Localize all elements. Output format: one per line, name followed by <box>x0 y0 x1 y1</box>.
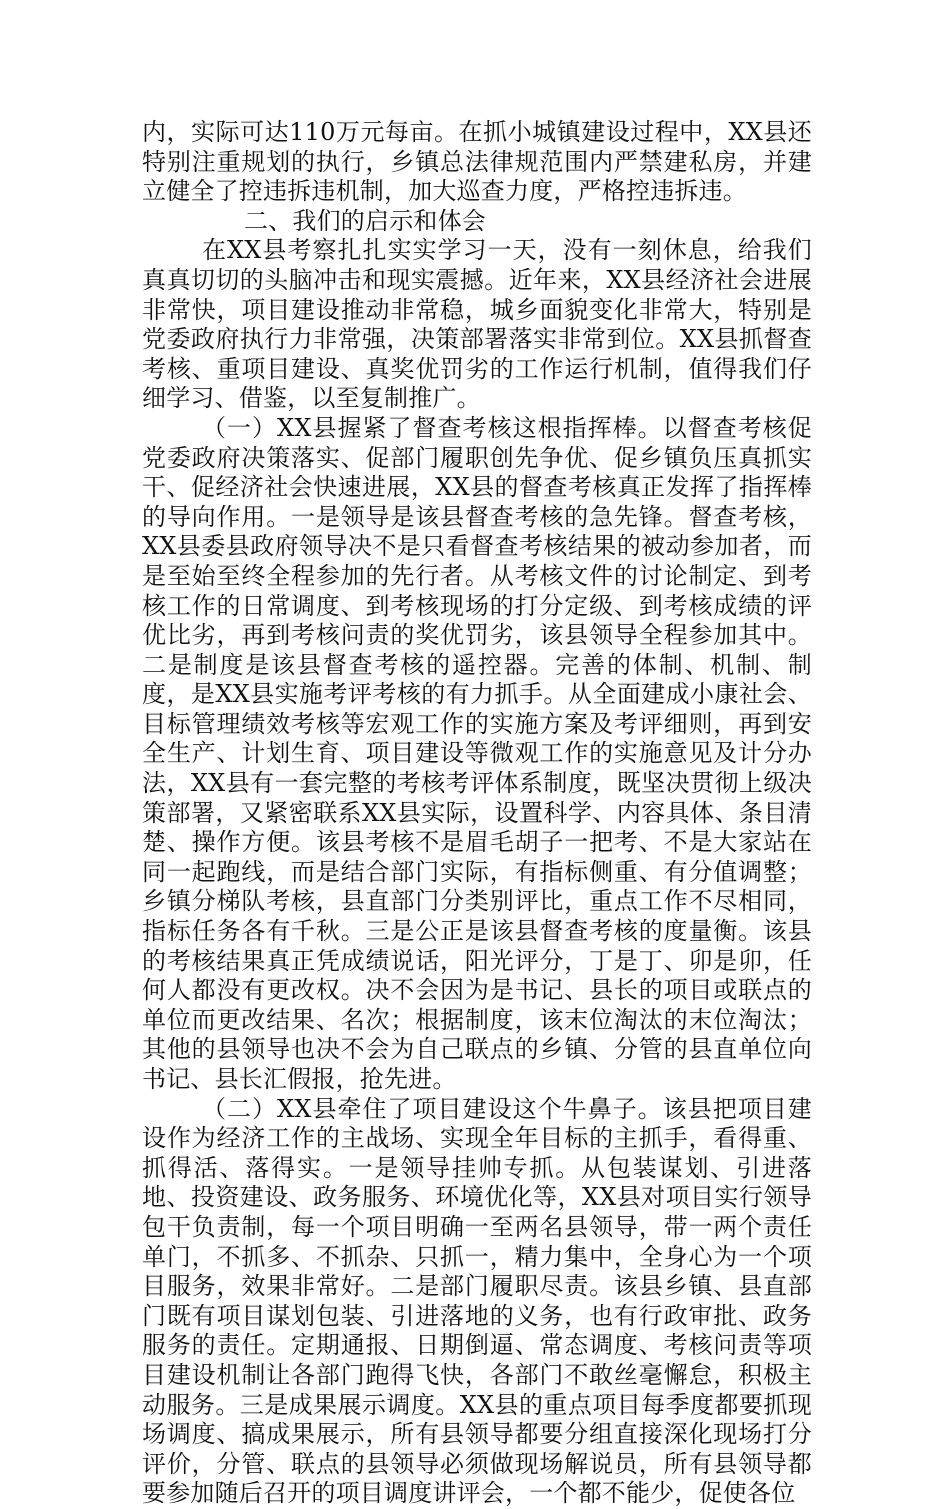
paragraph-intro: 在XX县考察扎扎实实学习一天，没有一刻休息，给我们真真切切的头脑冲击和现实震撼。近年来，XX县经济社会进展非常快，项目建设推动非常稳，城乡面貌变化非常大，特别是党委政府执行力非常强，决策部署落实非常到位。XX县抓督查考核、重项目建设、真奖优罚劣的工作运行机制，值得我们仔细学习、借鉴，以至复制推广。 <box>142 236 812 413</box>
section-heading: 二、我们的启示和体会 <box>244 206 486 235</box>
document-body <box>142 118 812 1509</box>
paragraph-subsection-1: （一）XX县握紧了督查考核这根指挥棒。以督查考核促党委政府决策落实、促部门履职创先争优、促乡镇负压真抓实干、促经济社会快速进展，XX县的督查考核真正发挥了指挥棒的导向作用。一是领导是该县督查考核的急先锋。督查考核，XX县委县政府领导决不是只看督查考核结果的被动参加者，而是至始至终全程参加的先行者。从考核文件的讨论制定、到考核工作的日常调度、到考核现场的打分定级、到考核成绩的评优比劣，再到考核问责的奖优罚劣，该县领导全程参加其中。二是制度是该县督查考核的遥控器。完善的体制、机制、制度，是XX县实施考评考核的有力抓手。从全面建成小康社会、目标管理绩效考核等宏观工作的实施方案及考评细则，再到安全生产、计划生育、项目建设等微观工作的实施意见及计分办法，XX县有一套完整的考核考评体系制度，既坚决贯彻上级决策部署，又紧密联系XX县实际，设置科学、内容具体、条目清楚、操作方便。该县考核不是眉毛胡子一把考、不是大家站在同一起跑线，而是结合部门实际，有指标侧重、有分值调整；乡镇分梯队考核，县直部门分类别评比，重点工作不尽相同，指标任务各有千秋。三是公正是该县督查考核的度量衡。该县的考核结果真正凭成绩说话，阳光评分，丁是丁、卯是卯，任何人都没有更改权。决不会因为是书记、县长的项目或联点的单位而更改结果、名次；根据制度，该末位淘汰的末位淘汰；其他的县领导也决不会为自己联点的乡镇、分管的县直单位向书记、县长汇假报，抢先进。 <box>142 413 812 1093</box>
paragraph-continued: 内，实际可达110万元每亩。在抓小城镇建设过程中，XX县还特别注重规划的执行，乡镇总法律规范围内严禁建私房，并建立健全了控违拆违机制，加大巡查力度，严格控违拆违。 <box>142 118 812 206</box>
paragraph-subsection-2: （二）XX县牵住了项目建设这个牛鼻子。该县把项目建设作为经济工作的主战场、实现全年目标的主抓手，看得重、抓得活、落得实。一是领导挂帅专抓。从包装谋划、引进落地、投资建设、政务服务、环境优化等，XX县对项目实行领导包干负责制，每一个项目明确一至两名县领导，带一两个责任单门，不抓多、不抓杂、只抓一，精力集中，全身心为一个项目服务，效果非常好。二是部门履职尽责。该县乡镇、县直部门既有项目谋划包装、引进落地的义务，也有行政审批、政务服务的责任。定期通报、日期倒逼、常态调度、考核问责等项目建设机制让各部门跑得飞快，各部门不敢丝毫懈怠，积极主动服务。三是成果展示调度。XX县的重点项目每季度都要抓现场调度、搞成果展示，所有县领导都要分组直接深化现场打分评价，分管、联点的县领导必须做现场解说员，所有县领导都要参加随后召开的项目调度讲评会，一个都不能少，促使各位 <box>142 1094 812 1508</box>
